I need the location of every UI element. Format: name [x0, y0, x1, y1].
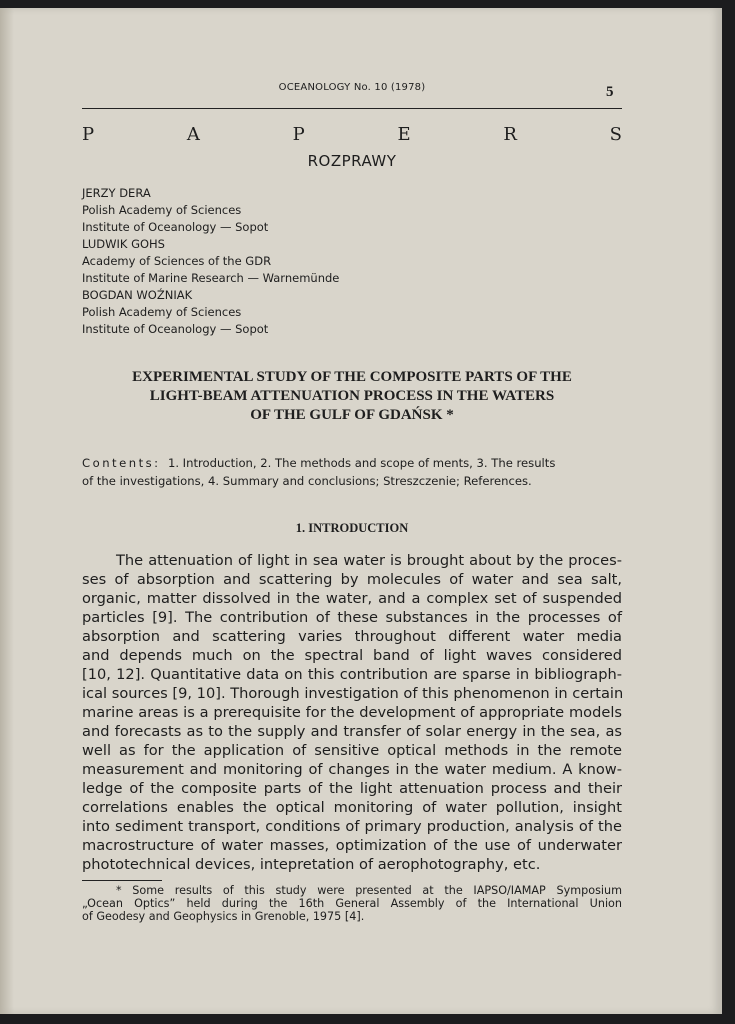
- section-letter: R: [503, 124, 517, 145]
- body-line: absorption and scattering varies throughout different water media: [82, 628, 622, 645]
- contents-label: Contents:: [82, 456, 161, 470]
- body-line: into sediment transport, conditions of primary production, analysis of the: [82, 818, 622, 835]
- section-letter: P: [82, 124, 95, 145]
- author-name: JERZY DERA: [82, 186, 151, 200]
- contents-line: of the investigations, 4. Summary and conclusions; Streszczenie; References.: [82, 474, 532, 488]
- body-line: ledge of the composite parts of the light attenuation process and their: [82, 780, 622, 797]
- body-line: phototechnical devices, intepretation of aerophotography, etc.: [82, 856, 541, 873]
- footnote-rule: [82, 880, 162, 881]
- body-line: correlations enables the optical monitoring of water pollution, insight: [82, 799, 622, 816]
- author-affiliation: Polish Academy of Sciences: [82, 203, 242, 217]
- body-paragraph: [82, 551, 622, 874]
- body-line: and forecasts as to the supply and transfer of solar energy in the sea, as: [82, 723, 622, 740]
- section-letter: S: [609, 124, 622, 145]
- author-affiliations: [82, 185, 482, 338]
- author-affiliation: Polish Academy of Sciences: [82, 305, 242, 319]
- section-letter: P: [292, 124, 305, 145]
- body-line: [10, 12]. Quantitative data on this contribution are sparse in bibliograph-: [82, 666, 622, 683]
- body-line: macrostructure of water masses, optimization of the use of underwater: [82, 837, 622, 854]
- contents-line: 1. Introduction, 2. The methods and scope of ments, 3. The results: [167, 456, 556, 470]
- section-letter: E: [397, 124, 411, 145]
- body-line: ical sources [9, 10]. Thorough investigation of this phenomenon in certain: [82, 685, 624, 702]
- body-line: and depends much on the spectral band of light waves considered: [82, 647, 622, 664]
- body-line: particles [9]. The contribution of these substances in the processes of: [82, 609, 622, 626]
- contents-block: [82, 454, 622, 490]
- page-edge-shadow: [0, 8, 14, 1014]
- running-head: OCEANOLOGY No. 10 (1978): [278, 82, 426, 93]
- section-letter: A: [186, 124, 200, 145]
- body-line: ses of absorption and scattering by molecules of water and sea salt,: [82, 571, 622, 588]
- section-subtitle: ROZPRAWY: [307, 152, 397, 170]
- author-affiliation: Institute of Oceanology — Sopot: [82, 220, 269, 234]
- section-heading: [82, 124, 622, 145]
- footnote-line: * Some results of this study were presented at the IAPSO/IAMAP Symposium: [116, 884, 622, 897]
- footnote-line: „Ocean Optics” held during the 16th General Assembly of the International Union: [82, 897, 622, 910]
- footnote: [82, 884, 622, 923]
- author-affiliation: Academy of Sciences of the GDR: [82, 254, 272, 268]
- body-line: The attenuation of light in sea water is brought about by the proces-: [116, 552, 622, 569]
- header-rule: [82, 108, 622, 109]
- author-name: LUDWIK GOHS: [82, 237, 165, 251]
- section-heading-introduction: 1. INTRODUCTION: [295, 521, 409, 535]
- body-line: marine areas is a prerequisite for the development of appropriate models: [82, 704, 622, 721]
- footnote-line: of Geodesy and Geophysics in Grenoble, 1975 [4].: [82, 910, 365, 923]
- body-line: measurement and monitoring of changes in the water medium. A know-: [82, 761, 622, 778]
- body-line: organic, matter dissolved in the water, and a complex set of suspended: [82, 590, 622, 607]
- title-line: OF THE GULF OF GDAŃSK *: [250, 407, 454, 423]
- page-number: 5: [606, 84, 614, 100]
- title-line: EXPERIMENTAL STUDY OF THE COMPOSITE PARTS OF THE: [132, 369, 572, 385]
- paper-title: [82, 368, 622, 425]
- author-name: BOGDAN WOŹNIAK: [82, 288, 193, 302]
- author-affiliation: Institute of Marine Research — Warnemünde: [82, 271, 340, 285]
- body-line: well as for the application of sensitive optical methods in the remote: [82, 742, 622, 759]
- document-page: [0, 8, 722, 1014]
- author-affiliation: Institute of Oceanology — Sopot: [82, 322, 269, 336]
- title-line: LIGHT-BEAM ATTENUATION PROCESS IN THE WATERS: [149, 388, 555, 404]
